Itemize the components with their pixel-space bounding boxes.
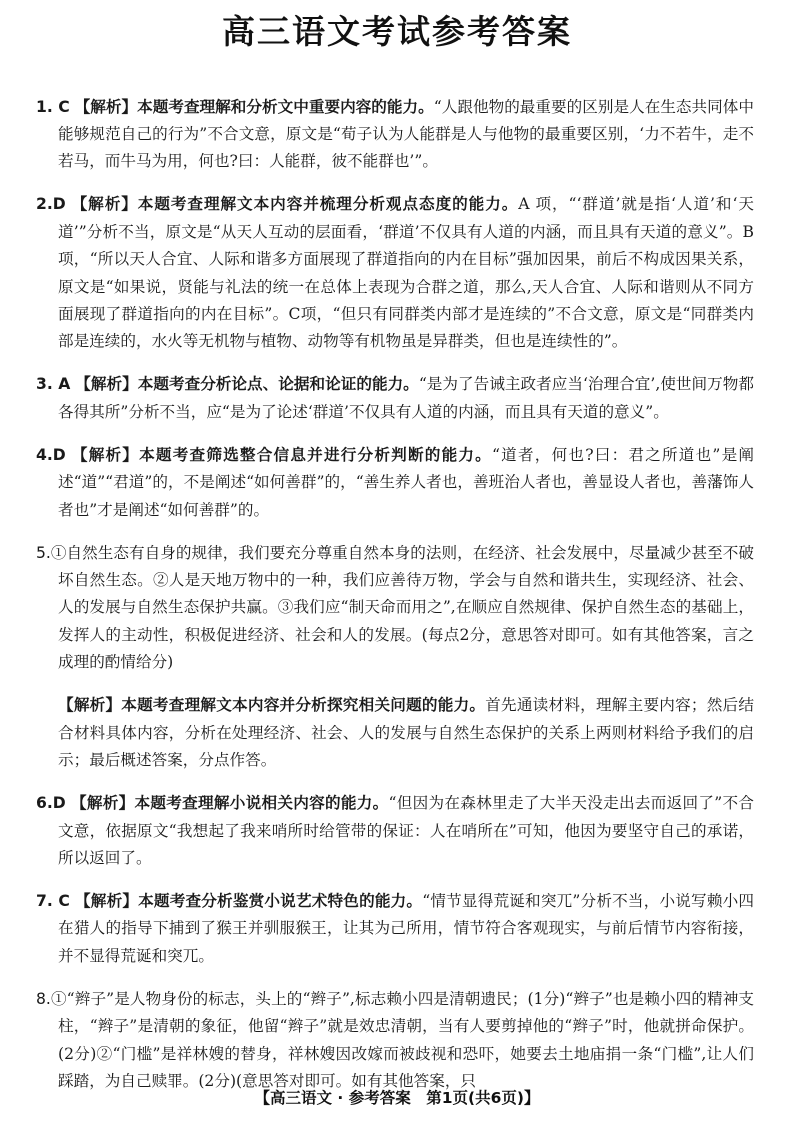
- analysis-heading: 【解析】本题考查理解文本内容并分析探究相关问题的能力。: [58, 696, 486, 715]
- analysis-heading: 【解析】本题考查理解小说相关内容的能力。: [70, 794, 389, 813]
- answer-body: “是为了告诫主政者应当‘治理合宜’,使世间万物都各得其所”分析不当，应“是为了论述‘群道’不仅具有人道的内涵，而且具有天道的意义”。: [58, 375, 754, 421]
- page-footer: 【高三语文 · 参考答案 第1页(共6页)】: [254, 1089, 540, 1107]
- answer-item-1: [36, 94, 754, 176]
- analysis-heading: 【解析】本题考查理解和分析文中重要内容的能力。: [74, 97, 434, 116]
- analysis-heading: 【解析】本题考查理解文本内容并梳理分析观点态度的能力。: [71, 195, 519, 214]
- answer-body: ①自然生态有自身的规律，我们要充分尊重自然本身的法则，在经济、社会发展中，尽量减少甚至不破坏自然生态。②人是天地万物中的一种，我们应善待万物，学会与自然和谐共生，实现经济、社会、人的发展与自然生态保护共赢。③我们应“制天命而用之”,在顺应自然规律、保护自然生态的基础上，发挥人的主动性，积极促进经济、社会和人的发展。(每点2分，意思答对即可。如有其他答案，言之成理的酌情给分): [50, 543, 754, 672]
- answer-item-8: [36, 986, 754, 1096]
- page-title: 高三语文考试参考答案: [222, 12, 572, 51]
- answer-number: 5.: [36, 543, 51, 562]
- answer-number: 1. C: [36, 97, 70, 116]
- answer-item-5-analysis: [36, 692, 754, 774]
- answer-number: 7. C: [36, 891, 70, 910]
- analysis-heading: 【解析】本题考查筛选整合信息并进行分析判断的能力。: [71, 445, 492, 464]
- answer-item-2: [36, 191, 754, 355]
- answer-item-5: [36, 540, 754, 677]
- answer-number: 4.D: [36, 445, 66, 464]
- answer-item-7: [36, 888, 754, 970]
- answer-body: “人跟他物的最重要的区别是人在生态共同体中能够规范自己的行为”不合文意，原文是“荀子认为人能群是人与他物的最重要区别，‘力不若牛，走不若马，而牛马为用，何也?曰：人能群，彼不能群也’”。: [58, 97, 754, 171]
- answer-body: “道者，何也?曰：君之所道也”是阐述“道”“君道”的，不是阐述“如何善群”的，“善生养人者也，善班治人者也，善显设人者也，善藩饰人者也”才是阐述“如何善群”的。: [58, 445, 754, 519]
- answer-body: “但因为在森林里走了大半天没走出去而返回了”不合文意，依据原文“我想起了我来哨所时给管带的保证：人在哨所在”可知，他因为要坚守自己的承诺，所以返回了。: [58, 794, 754, 867]
- answer-number: 6.D: [36, 794, 66, 813]
- answer-body: 首先通读材料，理解主要内容；然后结合材料具体内容，分析在处理经济、社会、人的发展与自然生态保护的关系上两则材料给予我们的启示；最后概述答案，分点作答。: [58, 696, 754, 770]
- answer-body: “情节显得荒诞和突兀”分析不当，小说写赖小四在猎人的指导下捕到了猴王并驯服猴王，让其为己所用，情节符合客观现实，与前后情节内容衔接，并不显得荒诞和突兀。: [58, 891, 754, 965]
- answer-item-6: [36, 790, 754, 872]
- answer-number: 2.D: [36, 195, 66, 214]
- answer-list: [36, 78, 754, 1103]
- analysis-heading: 【解析】本题考查分析论点、论据和论证的能力。: [75, 375, 419, 394]
- answer-number: 8.: [36, 989, 51, 1008]
- analysis-heading: 【解析】本题考查分析鉴赏小说艺术特色的能力。: [75, 891, 423, 910]
- answer-number: 3. A: [36, 375, 71, 394]
- answer-item-3: [36, 371, 754, 426]
- answer-item-4: [36, 442, 754, 524]
- answer-body: A 项，“‘群道’就是指‘人道’和‘天道’”分析不当，原文是“从天人互动的层面看，‘群道’不仅具有人道的内涵，而且具有天道的意义”。B项，“所以天人合宜、人际和谐多方面展现了群道指向的内在目标”强加因果，前后不构成因果关系，原文是“如果说，贤能与礼法的统一在总体上表现为合群之道，那么,天人合宜、人际和谐则从不同方面展现了群道指向的内在目标”。C项，“但只有同群类内部才是连续的”不合文意，原文是“同群类内部是连续的，水火等无机物与植物、动物等有机物虽是异群类，但也是连续性的”。: [58, 195, 754, 351]
- answer-body: ①“辫子”是人物身份的标志，头上的“辫子”,标志赖小四是清朝遗民；(1分)“辫子”也是赖小四的精神支柱，“辫子”是清朝的象征，他留“辫子”就是效忠清朝，当有人要剪掉他的“辫子”时，他就拼命保护。(2分)②“门槛”是祥林嫂的替身，祥林嫂因改嫁而被歧视和恐吓，她要去土地庙捐一条“门槛”,让人们踩踏，为自己赎罪。(2分)(意思答对即可。如有其他答案，只: [50, 989, 754, 1090]
